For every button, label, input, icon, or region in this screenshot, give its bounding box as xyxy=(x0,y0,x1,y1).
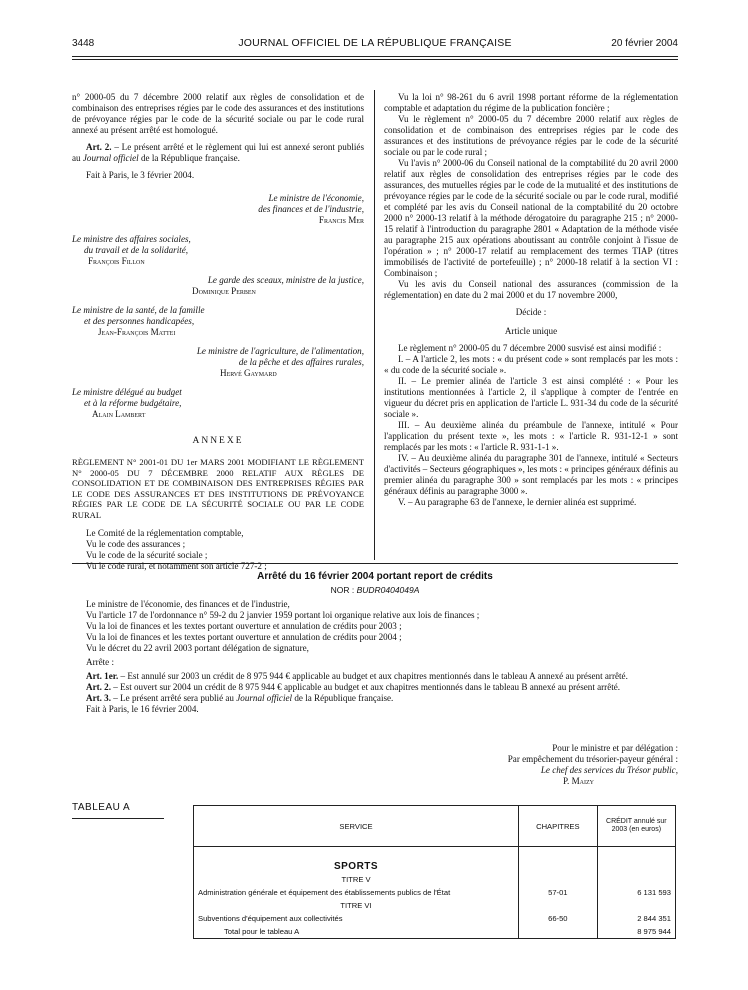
signature-block-5 xyxy=(72,346,364,379)
titre-vi: TITRE VI xyxy=(194,899,519,912)
signature-block-4 xyxy=(72,305,364,338)
article-text-end: de la République française. xyxy=(292,693,394,703)
header-service: SERVICE xyxy=(194,806,519,847)
row-service: Administration générale et équipement des établissements publics de l'État xyxy=(194,886,519,899)
article-label: Art. 3. xyxy=(86,693,111,703)
column-divider xyxy=(374,90,375,560)
decree-article-1 xyxy=(72,671,678,682)
signatory-title: du travail et de la solidarité, xyxy=(84,245,189,255)
decide: Décide : xyxy=(515,307,547,317)
point-ii: II. – Le premier alinéa de l'article 3 est ainsi complété : « Pour les institutions mentionnées à l'article 2, il s'applique à compter de l'entrée en vigueur du décret pris en application de l'article L. 931-34 du code de la sécurité sociale ». xyxy=(384,376,678,419)
fait-a-paris: Fait à Paris, le 3 février 2004. xyxy=(86,170,195,180)
vu-code-securite-sociale: Vu le code de la sécurité sociale ; xyxy=(86,550,208,560)
article-2 xyxy=(72,142,364,164)
decree-article-3 xyxy=(72,693,678,704)
intro-paragraph: n° 2000-05 du 7 décembre 2000 relatif aux règles de consolidation et de combinaison des entreprises régies par le code des assurances et des institutions de prévoyance régies par le code de la sécurité sociale ou par le code rural annexé au présent arrêté est homologué. xyxy=(72,92,364,135)
nor-code: BUDR0404049A xyxy=(356,585,420,595)
signatory-title: Le ministre de l'agriculture, de l'alimentation, xyxy=(196,346,364,356)
header-chapitres: CHAPITRES xyxy=(519,806,598,847)
modification-intro: Le règlement n° 2000-05 du 7 décembre 2000 susvisé est ainsi modifié : xyxy=(398,343,662,353)
decree-vu-ordonnance: Vu l'article 17 de l'ordonnance n° 59-2 du 2 janvier 1959 portant loi organique relative aux lois de finances ; xyxy=(86,610,480,620)
signatory-title: des finances et de l'industrie, xyxy=(258,204,364,214)
nor-label: NOR : xyxy=(330,585,357,595)
comite: Le Comité de la réglementation comptable, xyxy=(86,528,244,538)
total-label: Total pour le tableau A xyxy=(194,925,519,939)
section-rule xyxy=(72,563,678,564)
row-credit: 2 844 351 xyxy=(597,912,675,925)
signatory-title: Le ministre délégué au budget xyxy=(72,387,182,397)
article-text: – Est ouvert sur 2004 un crédit de 8 975 944 € applicable au budget et aux chapitres mentionnés dans le tableau B annexé au présent arrêté. xyxy=(111,682,621,692)
decree-fait-a-paris: Fait à Paris, le 16 février 2004. xyxy=(86,704,199,714)
signatory-name: Dominique Perben xyxy=(192,286,256,296)
header-credit: CRÉDIT annulé sur 2003 (en euros) xyxy=(597,806,675,847)
article-label: Art. 1er. xyxy=(86,671,119,681)
signatory-name: P. Maizy xyxy=(562,776,594,786)
credits-table xyxy=(193,805,676,939)
page-number: 3448 xyxy=(72,38,95,49)
decree-body xyxy=(72,599,678,715)
signature-line: Le chef des services du Trésor public, xyxy=(540,765,678,775)
point-iii: III. – Au deuxième alinéa du préambule de l'annexe, intitulé « Pour l'application du présent texte », les mots : « l'article R. 931-12-1 » sont remplacés par les mots : « l'article R. 931-1-1 ». xyxy=(384,420,678,452)
signature-block-3 xyxy=(72,275,364,297)
signature-block-1 xyxy=(72,193,364,226)
decree-arrete: Arrête : xyxy=(86,657,115,667)
table-label: TABLEAU A xyxy=(72,802,131,813)
article-text: – Le présent arrêté sera publié au xyxy=(111,693,237,703)
signatory-title: de la pêche et des affaires rurales, xyxy=(238,357,364,367)
table-label-rule xyxy=(72,818,164,819)
decree-article-2 xyxy=(72,682,678,693)
vu-avis-2: Vu les avis du Conseil national des assurances (commission de la réglementation) en date du 2 mai 2000 et du 17 novembre 2000, xyxy=(384,279,678,300)
journal-name: Journal officiel xyxy=(236,693,293,703)
article-unique: Article unique xyxy=(504,326,558,336)
decree-signature xyxy=(400,743,678,787)
reglement-title: RÈGLEMENT N° 2001-01 DU 1er MARS 2001 MODIFIANT LE RÈGLEMENT N° 2000-05 DU 7 DÉCEMBRE 2000 RELATIF AUX RÈGLES DE CONSOLIDATION ET DE COMBINAISON DES ENTREPRISES RÉGIES PAR LE CODE DES ASSURANCES ET DES INSTITUTIONS DE PRÉVOYANCE RÉGIES PAR LE CODE DE LA SÉCURITÉ SOCIALE OU PAR LE CODE RURAL xyxy=(72,457,364,520)
header-rule xyxy=(72,56,678,57)
signature-block-6 xyxy=(72,387,364,420)
signatory-title: et des personnes handicapées, xyxy=(84,316,195,326)
signature-block-2 xyxy=(72,234,364,267)
issue-date: 20 février 2004 xyxy=(611,38,678,49)
signatory-title: Le ministre des affaires sociales, xyxy=(72,234,191,244)
right-column xyxy=(384,92,678,508)
annexe-heading: ANNEXE xyxy=(192,436,244,446)
decree-minister: Le ministre de l'économie, des finances et de l'industrie, xyxy=(86,599,290,609)
signatory-name: François Fillon xyxy=(88,256,145,266)
vu-loi: Vu la loi n° 98-261 du 6 avril 1998 portant réforme de la réglementation comptable et adaptation du régime de la publication foncière ; xyxy=(384,92,678,113)
signatory-name: Francis Mer xyxy=(318,215,364,225)
signature-line: Pour le ministre et par délégation : xyxy=(552,743,678,753)
article-text: – Est annulé sur 2003 un crédit de 8 975 944 € applicable au budget et aux chapitres mentionnés dans le tableau A annexé au présent arrêté. xyxy=(118,671,628,681)
decree-vu-loi-2003: Vu la loi de finances et les textes portant ouverture et annulation de crédits pour 2003 ; xyxy=(86,621,402,631)
row-chapitre: 66-50 xyxy=(519,912,598,925)
article-label: Art. 2. xyxy=(86,142,112,152)
point-iv: IV. – Au deuxième alinéa du paragraphe 301 de l'annexe, intitulé « Secteurs d'activités – Secteurs géographiques », les mots : « principes généraux définis au premier alinéa du paragraphe 300 » sont remplacés par les mots : « principes généraux définis au paragraphe 3000 ». xyxy=(384,453,678,496)
signatory-name: Alain Lambert xyxy=(92,409,146,419)
header-rule-2 xyxy=(72,59,678,60)
row-chapitre: 57-01 xyxy=(519,886,598,899)
left-column xyxy=(72,92,364,572)
signatory-name: Hervé Gaymard xyxy=(220,368,277,378)
decree-vu-loi-2004: Vu la loi de finances et les textes portant ouverture et annulation de crédits pour 2004 ; xyxy=(86,632,402,642)
titre-v: TITRE V xyxy=(194,873,519,886)
vu-code-rural: Vu le code rural, et notamment son article 727-2 ; xyxy=(86,561,267,571)
vu-reglement: Vu le règlement n° 2000-05 du 7 décembre 2000 relatif aux règles de consolidation et de combinaison des entreprises régies par le code des assurances et des institutions de prévoyance régies par le code de la sécurité sociale ou par le code rural ; xyxy=(384,114,678,157)
signatory-title: Le ministre de la santé, de la famille xyxy=(72,305,205,315)
article-text-end: de la République française. xyxy=(138,153,240,163)
decree-vu-decret: Vu le décret du 22 avril 2003 portant délégation de signature, xyxy=(86,643,309,653)
point-v: V. – Au paragraphe 63 de l'annexe, le dernier alinéa est supprimé. xyxy=(398,497,637,507)
signatory-title: et à la réforme budgétaire, xyxy=(84,398,182,408)
point-i: I. – A l'article 2, les mots : « du présent code » sont remplacés par les mots : « du code de la sécurité sociale ». xyxy=(384,354,678,375)
total-row xyxy=(194,925,676,939)
row-credit: 6 131 593 xyxy=(597,886,675,899)
journal-name: Journal officiel xyxy=(82,153,139,163)
total-credit: 8 975 944 xyxy=(597,925,675,939)
journal-title: JOURNAL OFFICIEL DE LA RÉPUBLIQUE FRANÇAISE xyxy=(238,37,512,49)
signatory-title: Le ministre de l'économie, xyxy=(268,193,364,203)
section-sports: SPORTS xyxy=(194,860,519,873)
signatory-name: Jean-François Mattei xyxy=(98,327,176,337)
article-label: Art. 2. xyxy=(86,682,111,692)
table-row xyxy=(194,886,676,899)
table-row xyxy=(194,912,676,925)
signatory-title: Le garde des sceaux, ministre de la justice, xyxy=(207,275,364,285)
signature-line: Par empêchement du trésorier-payeur général : xyxy=(507,754,678,764)
decree-title: Arrêté du 16 février 2004 portant report de crédits xyxy=(257,571,493,582)
nor-reference xyxy=(72,585,678,596)
row-service: Subventions d'équipement aux collectivités xyxy=(194,912,519,925)
vu-avis: Vu l'avis n° 2000-06 du Conseil national de la comptabilité du 20 avril 2000 relatif aux règles de consolidation des entreprises régies par le code des assurances, des mutuelles régies par le code de la mutualité et des institutions de prévoyance régies par le code de la sécurité sociale ou par le code rural, modifié et complété par les avis du Conseil national de la comptabilité du 20 octobre 2000 n° 2000-13 relatif à la méthode dérogatoire du paragraphe 215 ; n° 2000-15 relatif à l'introduction du paragraphe 2801 « Adaptation de la méthode visée au paragraphe 215 aux opérations aboutissant au contrôle conjoint à l'issue de l'opération » ; n° 2000-17 relatif au remplacement des termes TIAP (titres immobilisés de l'activité de portefeuille) ; n° 2000-18 relatif à la section VI : Combinaison ; xyxy=(384,158,678,278)
page-header xyxy=(72,38,678,52)
vu-code-assurances: Vu le code des assurances ; xyxy=(86,539,186,549)
article-text: – Le présent arrêté et le règlement qui lui est annexé seront publiés au xyxy=(72,142,364,163)
